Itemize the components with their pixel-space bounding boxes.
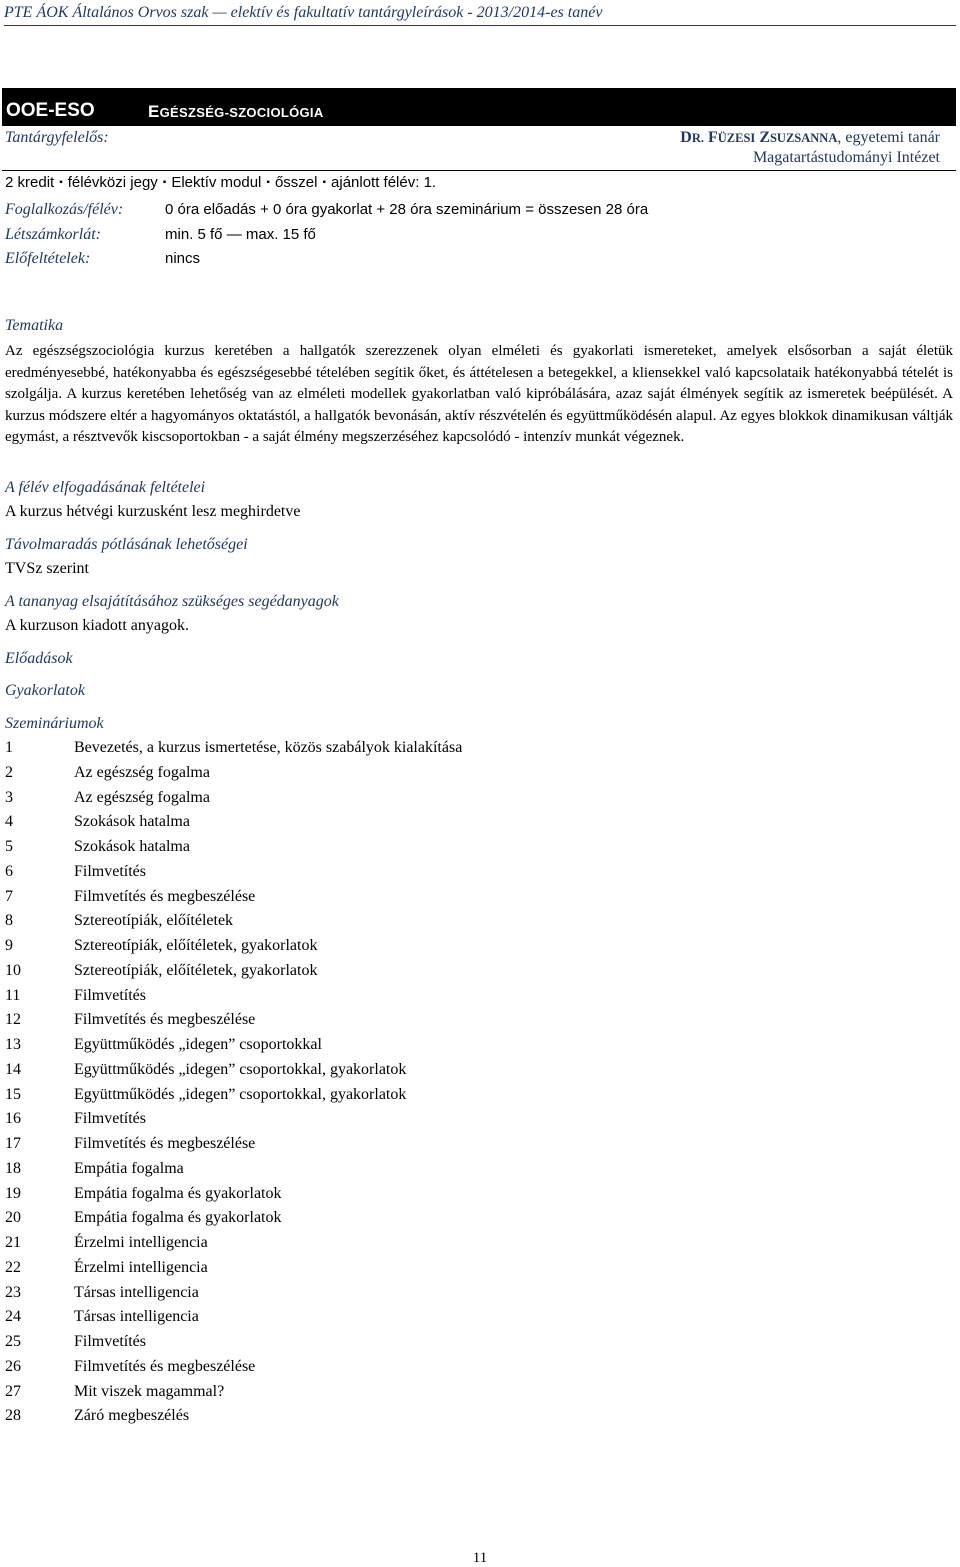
seminar-topic: Filmvetítés és megbeszélése	[74, 887, 256, 905]
seminar-row	[5, 1159, 705, 1184]
seminar-row	[5, 1307, 705, 1332]
seminar-number: 6	[5, 862, 13, 880]
seminar-row	[5, 1010, 705, 1035]
course-title-initial: E	[148, 102, 160, 121]
seminar-topic: Érzelmi intelligencia	[74, 1258, 208, 1276]
seminar-number: 27	[5, 1382, 21, 1400]
seminar-row	[5, 986, 705, 1011]
seminar-number: 25	[5, 1333, 21, 1350]
responsible-label: Tantárgyfelelős:	[5, 129, 109, 146]
seminar-topic: Szokások hatalma	[74, 838, 190, 855]
absence-text: TVSz szerint	[5, 560, 89, 577]
materials-heading: A tananyag elsajátításához szükséges segédanyagok	[5, 593, 339, 610]
seminar-row	[5, 1357, 705, 1382]
tematika-heading: Tematika	[5, 317, 64, 334]
running-header: PTE ÁOK Általános Orvos szak — elektív és fakultatív tantárgyleírások - 2013/2014-es tanév	[4, 3, 956, 26]
seminar-row	[5, 1085, 705, 1110]
responsible-name	[680, 128, 940, 148]
seminar-topic: Filmvetítés	[74, 986, 146, 1004]
course-title-bar	[2, 88, 956, 126]
seminar-topic: Filmvetítés és megbeszélése	[74, 1135, 256, 1152]
prereq-label: Előfeltételek:	[5, 250, 91, 267]
seminar-topic: Az egészség fogalma	[74, 763, 210, 781]
seminar-topic: Társas intelligencia	[74, 1283, 199, 1301]
seminar-row	[5, 1184, 705, 1209]
separator-square-icon: ▪	[59, 177, 63, 188]
seminar-number: 22	[5, 1258, 21, 1276]
seminar-topic: Szokások hatalma	[74, 813, 190, 831]
separator-line	[2, 170, 956, 171]
responsible-position: , egyetemi tanár	[837, 129, 940, 146]
seminar-row	[5, 763, 705, 788]
seminar-number: 9	[5, 937, 13, 954]
seminar-number: 18	[5, 1159, 21, 1177]
seminar-row	[5, 1332, 705, 1357]
seminar-topic: Sztereotípiák, előítéletek, gyakorlatok	[74, 961, 318, 979]
limit-label: Létszámkorlát:	[5, 226, 101, 243]
prereq-value: nincs	[165, 250, 201, 267]
seminar-number: 8	[5, 912, 13, 930]
course-title-rest: GÉSZSÉG-SZOCIOLÓGIA	[159, 105, 324, 120]
separator-square-icon: ▪	[322, 177, 327, 188]
credit-item: 2 kredit	[5, 174, 55, 191]
acceptance-text: A kurzus hétvégi kurzusként lesz meghirdetve	[5, 503, 301, 520]
credit-line	[5, 173, 436, 193]
seminar-number: 23	[5, 1283, 21, 1301]
seminar-number: 21	[5, 1234, 21, 1251]
acceptance-heading: A félév elfogadásának feltételei	[5, 479, 206, 496]
seminar-row	[5, 788, 705, 813]
seminar-row	[5, 1208, 705, 1233]
seminar-topic: Együttműködés „idegen” csoportokkal, gyakorlatok	[74, 1085, 407, 1103]
limit-value: min. 5 fő — max. 15 fő	[165, 226, 316, 243]
seminar-row	[5, 961, 705, 986]
separator-square-icon: ▪	[266, 177, 270, 188]
seminar-topic: Filmvetítés	[74, 862, 146, 880]
family-name-initial: F	[708, 129, 718, 146]
seminar-topic: Érzelmi intelligencia	[74, 1234, 208, 1251]
seminar-row	[5, 1060, 705, 1085]
seminar-number: 13	[5, 1036, 21, 1053]
seminar-row	[5, 1283, 705, 1308]
seminar-row	[5, 1134, 705, 1159]
hours-value: 0 óra előadás + 0 óra gyakorlat + 28 óra szeminárium = összesen 28 óra	[165, 201, 649, 218]
seminar-list	[5, 738, 705, 1431]
seminar-row	[5, 911, 705, 936]
seminar-number: 15	[5, 1085, 21, 1103]
family-name-rest: ÜZESI	[717, 131, 756, 145]
page-number: 11	[472, 1550, 488, 1566]
seminar-number: 12	[5, 1011, 21, 1029]
seminar-topic: Mit viszek magammal?	[74, 1382, 225, 1400]
credit-item: Elektív modul	[171, 174, 262, 191]
seminar-topic: Záró megbeszélés	[74, 1407, 190, 1425]
seminar-row	[5, 1406, 705, 1431]
credit-item: ajánlott félév: 1.	[331, 174, 437, 191]
seminar-number: 19	[5, 1184, 21, 1202]
seminar-number: 3	[5, 788, 13, 806]
name-prefix-initial: D	[680, 129, 692, 146]
absence-heading: Távolmaradás pótlásának lehetőségei	[5, 536, 248, 553]
lectures-heading: Előadások	[5, 650, 73, 667]
name-prefix-rest: R.	[691, 131, 704, 145]
given-name-initial: Z	[759, 129, 770, 146]
seminar-topic: Sztereotípiák, előítéletek, gyakorlatok	[74, 937, 318, 954]
seminar-row	[5, 1035, 705, 1060]
credit-item: félévközi jegy	[67, 174, 158, 191]
seminar-number: 2	[5, 763, 13, 781]
seminar-number: 7	[5, 887, 13, 905]
seminar-topic: Empátia fogalma és gyakorlatok	[74, 1209, 282, 1227]
seminar-row	[5, 738, 705, 763]
seminar-topic: Filmvetítés	[74, 1110, 146, 1128]
practicals-heading: Gyakorlatok	[5, 682, 85, 699]
seminar-number: 4	[5, 813, 13, 831]
seminar-topic: Az egészség fogalma	[74, 788, 210, 806]
seminar-topic: Filmvetítés	[74, 1333, 146, 1350]
seminar-topic: Filmvetítés és megbeszélése	[74, 1357, 256, 1375]
seminar-number: 5	[5, 838, 13, 855]
seminar-number: 24	[5, 1308, 21, 1326]
seminar-row	[5, 887, 705, 912]
tematika-text: Az egészségszociológia kurzus keretében a hallgatók szerezzenek olyan elméleti és gyakorlati ismereteket, amelyek elsősorban a saját életük eredményesebbé, hatékonyabba és egészségesebbé tételében segítik őket, és áttételesen a betegekkel, a kliensekkel való kapcsolataik hatékonyabbá tételét is szolgálja. A kurzus keretében lehetőség van az elméleti modellek gyakorlatban való kipróbálására, azaz saját élmények segítik az ismeretek beépülését. A kurzus módszere eltér a hagyományos oktatástól, a hallgatók bevonásán, aktív részvételén és együttműködésén alapul. Az egyes blokkok dinamikusan váltják egymást, a résztvevők kiscsoportokban - a saját élmény megszerzéséhez kapcsolódó - intenzív munkát végeznek.	[5, 343, 953, 445]
seminar-topic: Filmvetítés és megbeszélése	[74, 1011, 256, 1029]
seminar-topic: Empátia fogalma és gyakorlatok	[74, 1184, 282, 1202]
hours-label: Foglalkozás/félév:	[5, 201, 124, 218]
seminar-number: 26	[5, 1357, 21, 1375]
seminar-number: 1	[5, 739, 13, 756]
seminar-number: 10	[5, 961, 21, 979]
materials-text: A kurzuson kiadott anyagok.	[5, 617, 189, 634]
course-title	[148, 102, 324, 123]
course-code: OOE-ESO	[6, 100, 95, 121]
seminar-number: 28	[5, 1407, 21, 1425]
seminars-heading: Szemináriumok	[5, 715, 104, 732]
seminar-row	[5, 862, 705, 887]
seminar-topic: Sztereotípiák, előítéletek	[74, 912, 234, 930]
seminar-row	[5, 1382, 705, 1407]
seminar-topic: Együttműködés „idegen” csoportokkal	[74, 1036, 322, 1053]
given-name-rest: SUZSANNA	[769, 131, 838, 145]
credit-item: ősszel	[274, 174, 318, 191]
seminar-row	[5, 936, 705, 961]
seminar-number: 11	[5, 986, 21, 1004]
seminar-row	[5, 1258, 705, 1283]
seminar-number: 16	[5, 1110, 21, 1128]
seminar-row	[5, 837, 705, 862]
seminar-row	[5, 1109, 705, 1134]
separator-square-icon: ▪	[162, 177, 167, 188]
seminar-number: 20	[5, 1209, 21, 1227]
seminar-topic: Bevezetés, a kurzus ismertetése, közös szabályok kialakítása	[74, 739, 463, 756]
seminar-topic: Empátia fogalma	[74, 1159, 184, 1177]
seminar-number: 17	[5, 1135, 21, 1152]
seminar-topic: Együttműködés „idegen” csoportokkal, gyakorlatok	[74, 1060, 407, 1078]
seminar-topic: Társas intelligencia	[74, 1308, 199, 1326]
seminar-row	[5, 1233, 705, 1258]
responsible-department: Magatartástudományi Intézet	[752, 149, 940, 166]
seminar-number: 14	[5, 1060, 21, 1078]
seminar-row	[5, 812, 705, 837]
